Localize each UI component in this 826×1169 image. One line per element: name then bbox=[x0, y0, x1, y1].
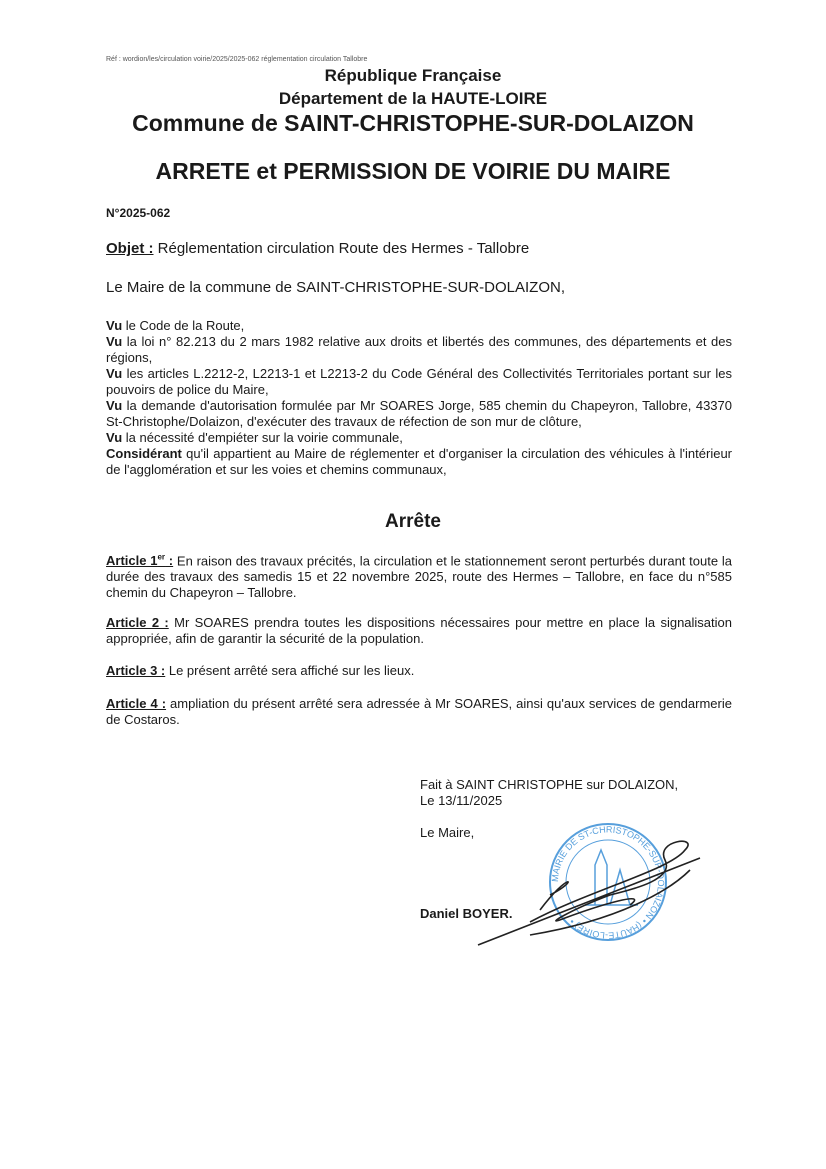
intro: Le Maire de la commune de SAINT-CHRISTOPHE-SUR-DOLAIZON, bbox=[106, 279, 566, 296]
vu-item: Considérant qu'il appartient au Maire de réglementer et d'organiser la circulation des véhicules à l'intérieur de l'agglomération et sur les voies et chemins communaux, bbox=[106, 446, 732, 477]
objet-label: Objet : bbox=[106, 240, 154, 257]
article-3: Article 3 : Le présent arrêté sera affiché sur les lieux. bbox=[106, 663, 415, 678]
signoff-date: Le 13/11/2025 bbox=[420, 793, 503, 808]
stamp-and-signature bbox=[470, 810, 730, 960]
vus-list bbox=[106, 318, 732, 478]
header-republique: République Française bbox=[324, 66, 502, 85]
article-1: Article 1er : En raison des travaux précités, la circulation et le stationnement seront perturbés durant toute la durée des travaux des samedis 15 et 22 novembre 2025, route des Hermes – Tallobre, en face du n°585 chemin du Chapeyron – Tallobre. bbox=[106, 553, 732, 601]
vu-item: Vu la loi n° 82.213 du 2 mars 1982 relative aux droits et libertés des communes, des départements et des régions, bbox=[106, 334, 732, 365]
header-departement: Département de la HAUTE-LOIRE bbox=[278, 89, 548, 108]
objet bbox=[106, 240, 732, 258]
objet-text: Réglementation circulation Route des Hermes - Tallobre bbox=[153, 240, 530, 257]
arrete-heading: Arrête bbox=[385, 511, 441, 532]
header-commune: Commune de SAINT-CHRISTOPHE-SUR-DOLAIZON bbox=[132, 110, 694, 136]
vu-item: Vu les articles L.2212-2, L2213-1 et L2213-2 du Code Général des Collectivités Territoriales portant sur les pouvoirs de police du Maire, bbox=[106, 366, 732, 397]
signoff-role: Le Maire, bbox=[420, 825, 475, 840]
signoff-place: Fait à SAINT CHRISTOPHE sur DOLAIZON, bbox=[420, 777, 679, 792]
signoff-name: Daniel BOYER. bbox=[420, 906, 513, 921]
vu-item: Vu la nécessité d'empiéter sur la voirie communale, bbox=[106, 430, 403, 445]
reference-line: Réf : wordion/les/circulation voirie/2025/2025-062 réglementation circulation Tallobre bbox=[106, 56, 368, 63]
vu-item: Vu la demande d'autorisation formulée par Mr SOARES Jorge, 585 chemin du Chapeyron, Tallobre, 43370 St-Christophe/Dolaizon, d'exécuter des travaux de réfection de son mur de clôture, bbox=[106, 398, 732, 429]
article-4: Article 4 : ampliation du présent arrêté sera adressée à Mr SOARES, ainsi qu'aux services de gendarmerie de Costaros. bbox=[106, 696, 732, 727]
svg-text:MAIRIE DE ST-CHRISTOPHE-SUR-DO: MAIRIE DE ST-CHRISTOPHE-SUR-DOLAIZON • (HAUTE-LOIRE) • bbox=[549, 824, 667, 941]
article-2: Article 2 : Mr SOARES prendra toutes les dispositions nécessaires pour mettre en place la signalisation appropriée, afin de garantir la sécurité de la population. bbox=[106, 615, 732, 646]
vu-item: Vu le Code de la Route, bbox=[106, 318, 245, 333]
document-number: N°2025-062 bbox=[106, 206, 171, 220]
document-title: ARRETE et PERMISSION DE VOIRIE DU MAIRE bbox=[155, 158, 671, 184]
